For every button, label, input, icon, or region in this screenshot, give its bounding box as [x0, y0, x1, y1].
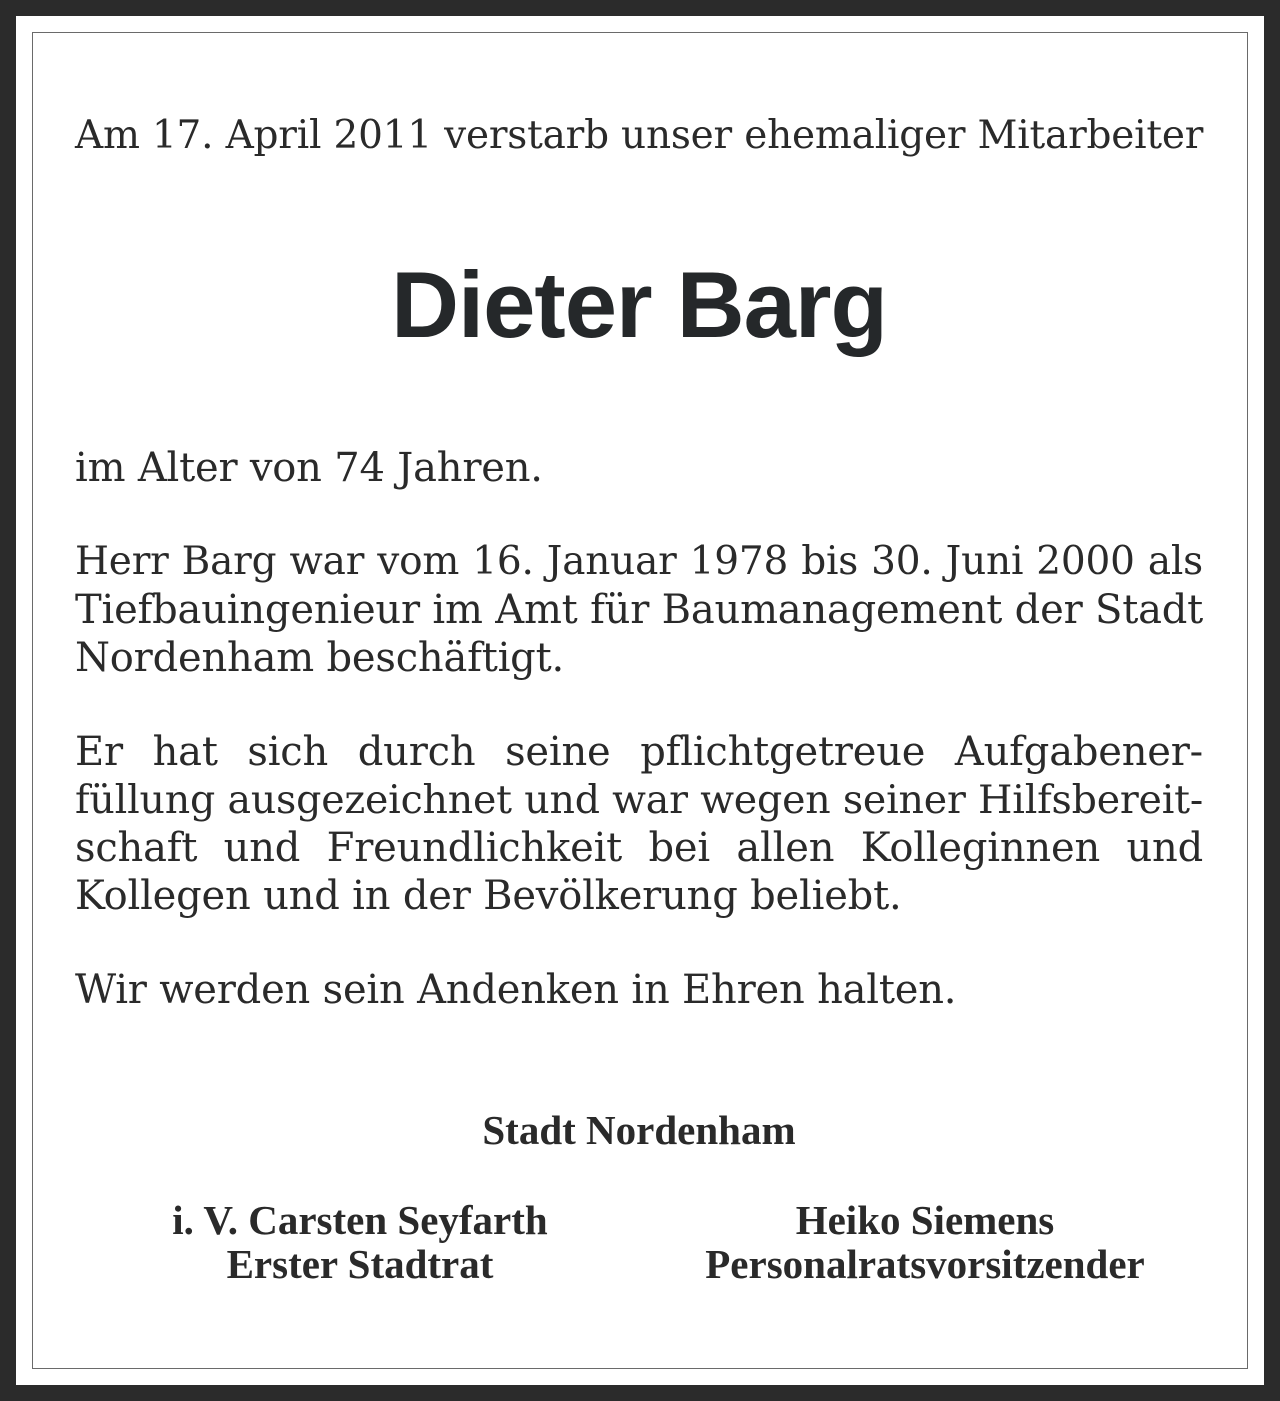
closing-line: Wir werden sein Andenken in Ehren halten. [75, 967, 957, 1013]
tribute-line: Er hat sich durch seine pflichtgetreue Aufgabener- [75, 729, 1203, 775]
intro-line: Am 17. April 2011 verstarb unser ehemaliger Mitarbeiter [75, 113, 1204, 158]
tribute-line: schaft und Freundlichkeit bei allen Kolleginnen und [75, 825, 1203, 871]
obituary-content [75, 0, 1203, 1401]
employment-line: Herr Barg war vom 16. Januar 1978 bis 30. Juni 2000 als [75, 539, 1203, 584]
signatory-name: i. V. Carsten Seyfarth [172, 1197, 548, 1243]
signatory-name: Heiko Siemens [795, 1197, 1055, 1243]
signatory-title: Personalratsvorsitzender [705, 1241, 1145, 1287]
deceased-name: Dieter Barg [391, 252, 887, 357]
employment-line: Nordenham beschäftigt. [75, 635, 564, 681]
employment-line: Tiefbauingenieur im Amt für Baumanagement der Stadt [75, 587, 1204, 633]
age-line: im Alter von 74 Jahren. [75, 445, 543, 491]
tribute-line: Kollegen und in der Bevölkerung beliebt. [75, 873, 902, 919]
tribute-line: füllung ausgezeichnet und war wegen seiner Hilfsbereit- [75, 777, 1203, 823]
signatory-title: Erster Stadtrat [226, 1241, 494, 1287]
organization-name: Stadt Nordenham [482, 1107, 796, 1153]
